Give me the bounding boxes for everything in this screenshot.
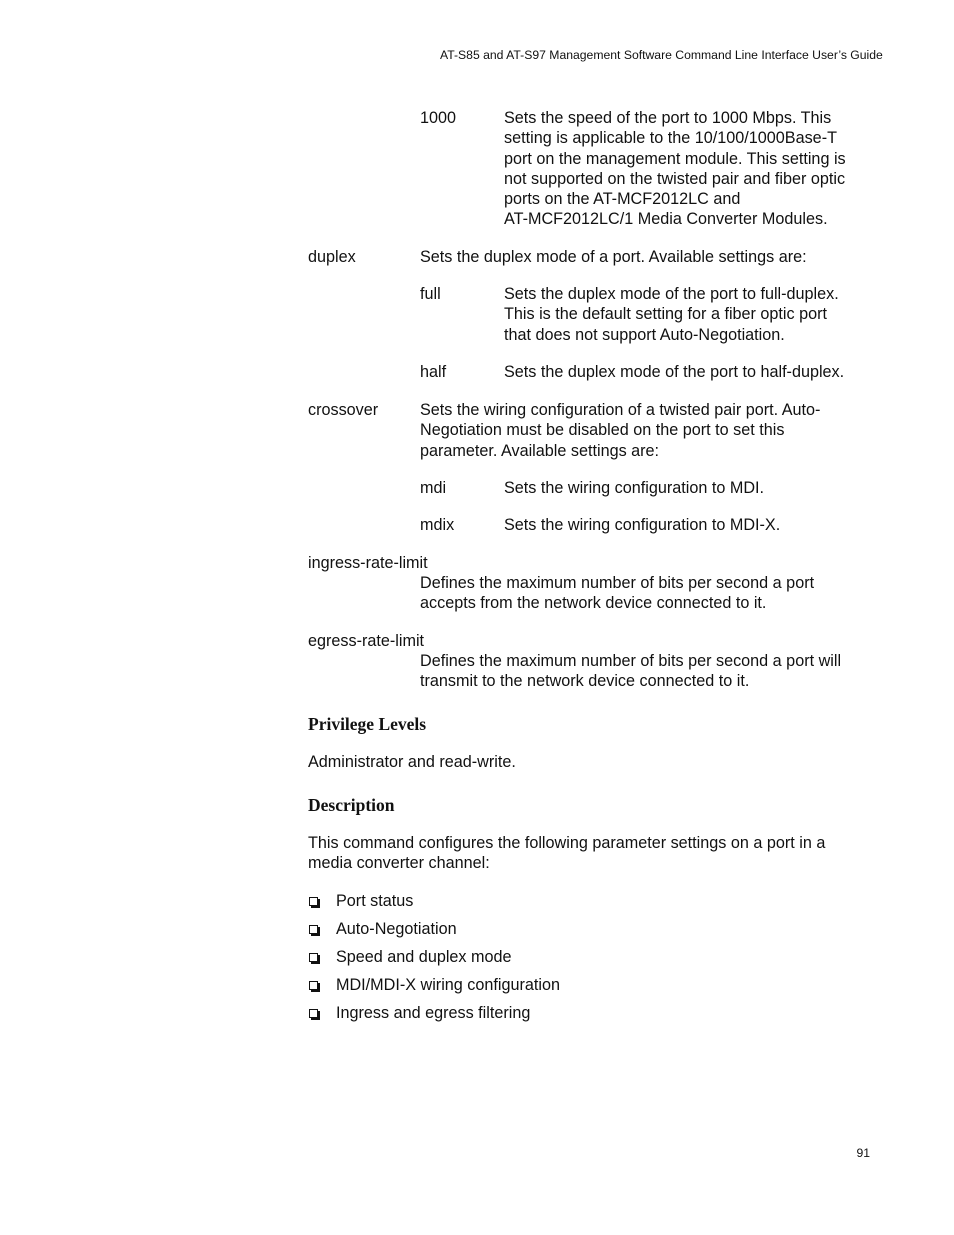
option-term-mdi: mdi xyxy=(420,479,447,497)
option-term-half: half xyxy=(420,363,447,381)
bullet-item: Auto-Negotiation xyxy=(336,920,457,938)
parameter-description-crossover: Sets the wiring configuration of a twisted pair port. Auto- Negotiation must be disabled on the port to set this parameter. Available settings are: xyxy=(420,401,821,460)
privilege-levels-heading: Privilege Levels xyxy=(308,714,427,734)
parameter-description-egress-rate-limit: Defines the maximum number of bits per second a port will transmit to the network device connected to it. xyxy=(420,652,842,691)
parameter-term-duplex: duplex xyxy=(308,248,356,266)
option-description-1000: Sets the speed of the port to 1000 Mbps. This setting is applicable to the 10/100/1000Base-T port on the management module. This setting is not supported on the twisted pair and fiber optic ports on the AT-MCF2012LC and AT-MCF2012LC/1 Media Converter Modules. xyxy=(504,109,846,229)
bullet-item: Speed and duplex mode xyxy=(336,948,512,966)
option-term-1000: 1000 xyxy=(420,109,457,127)
bullet-item: Port status xyxy=(336,892,414,910)
description-text: This command configures the following parameter settings on a port in a media converter channel: xyxy=(308,834,826,873)
privilege-levels-text: Administrator and read-write. xyxy=(308,753,516,771)
description-heading: Description xyxy=(308,795,395,815)
option-term-full: full xyxy=(420,285,441,303)
option-term-mdix: mdix xyxy=(420,516,455,534)
parameter-term-crossover: crossover xyxy=(308,401,379,419)
parameter-term-egress-rate-limit: egress-rate-limit xyxy=(308,632,425,650)
checkbox-bullet-icon xyxy=(309,981,318,990)
parameter-term-ingress-rate-limit: ingress-rate-limit xyxy=(308,554,428,572)
parameter-description-ingress-rate-limit: Defines the maximum number of bits per second a port accepts from the network device connected to it. xyxy=(420,574,815,613)
checkbox-bullet-icon xyxy=(309,897,318,906)
bullet-item: MDI/MDI-X wiring configuration xyxy=(336,976,560,994)
bullet-item: Ingress and egress filtering xyxy=(336,1004,531,1022)
checkbox-bullet-icon xyxy=(309,925,318,934)
checkbox-bullet-icon xyxy=(309,1009,318,1018)
option-description-full: Sets the duplex mode of the port to full-duplex. This is the default setting for a fiber optic port that does not support Auto-Negotiation. xyxy=(504,285,839,344)
checkbox-bullet-icon xyxy=(309,953,318,962)
running-header: AT-S85 and AT-S97 Management Software Command Line Interface User’s Guide xyxy=(440,48,883,62)
parameter-description-duplex: Sets the duplex mode of a port. Available settings are: xyxy=(420,248,807,266)
page-number: 91 xyxy=(856,1146,870,1160)
option-description-mdix: Sets the wiring configuration to MDI-X. xyxy=(504,516,781,534)
option-description-half: Sets the duplex mode of the port to half-duplex. xyxy=(504,363,845,381)
option-description-mdi: Sets the wiring configuration to MDI. xyxy=(504,479,765,497)
